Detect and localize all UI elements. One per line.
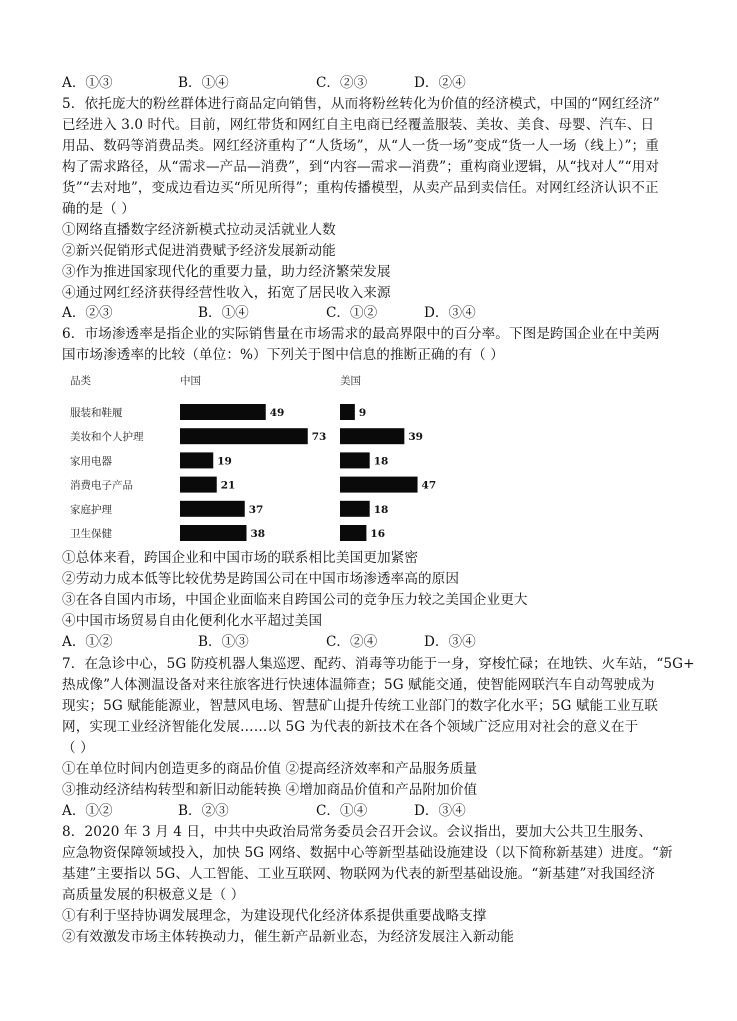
q8-stem-line: 应急物资保障领域投入，加快 5G 网络、数据中心等新型基础设施建设（以下简称新基建）进度。“新	[62, 845, 673, 861]
q4-option-a: A．①③	[62, 75, 113, 91]
data-label: 73	[311, 431, 327, 444]
bar-china	[180, 525, 247, 541]
q5-item: ③作为推进国家现代化的重要力量，助力经济繁荣发展	[62, 264, 391, 280]
q5-option-b: B．①④	[198, 305, 249, 321]
data-label: 37	[248, 503, 264, 516]
q7-item: ③推动经济结构转型和新旧动能转换 ④增加商品价值和产品附加价值	[62, 782, 478, 798]
q7-item: ①在单位时间内创造更多的商品价值 ②提高经济效率和产品服务质量	[62, 761, 478, 777]
q7-option-b: B．②③	[178, 803, 229, 819]
category-label: 消费电子产品	[70, 479, 133, 492]
q6-option-b: B．①③	[198, 634, 249, 650]
data-label: 18	[373, 455, 389, 468]
category-header: 品类	[70, 375, 91, 387]
q4-option-d: D．②④	[414, 75, 466, 91]
bar-usa	[340, 428, 404, 444]
category-label: 家庭护理	[70, 503, 112, 516]
q8-stem-line: 8．2020 年 3 月 4 日，中共中央政治局常务委员会召开会议。会议指出，要加大公共卫生服务、	[62, 824, 653, 840]
q5-option-c: C．①②	[326, 305, 378, 321]
q7-stem-line: 7．在急诊中心，5G 防疫机器人集巡逻、配药、消毒等功能于一身，穿梭忙碌；在地铁、火车站，“5G+	[62, 656, 695, 672]
q7-stem-line: （ ）	[62, 740, 94, 756]
market-penetration-bar-chart	[62, 370, 502, 545]
series-header-china: 中国	[180, 375, 201, 387]
q5-stem-line: 用品、数码等消费品类。网红经济重构了“人货场”，从“人一货一场”变成“货一人一场（线上）”；重	[62, 138, 659, 154]
q5-option-d: D．③④	[424, 305, 476, 321]
q7-option-d: D．③④	[414, 803, 466, 819]
data-label: 18	[373, 503, 389, 516]
category-label: 家用电器	[70, 455, 112, 468]
q6-item: ④中国市场贸易自由化便利化水平超过美国	[62, 613, 323, 629]
category-label: 服装和鞋履	[70, 407, 123, 419]
bar-china	[180, 452, 213, 468]
q6-stem-line: 6．市场渗透率是指企业的实际销售量在市场需求的最高界限中的百分率。下图是跨国企业在中美两	[62, 326, 660, 342]
bar-usa	[340, 501, 370, 517]
q5-stem-line: 5．依托庞大的粉丝群体进行商品定向销售，从而将粉丝转化为价值的经济模式，中国的“网红经济”	[62, 96, 660, 112]
q6-item: ①总体来看，跨国企业和中国市场的联系相比美国更加紧密	[62, 550, 419, 566]
q6-option-c: C．②④	[326, 634, 378, 650]
q6-option-a: A．①②	[62, 634, 113, 650]
q6-item: ③在各自国内市场，中国企业面临来自跨国公司的竞争压力较之美国企业更大	[62, 592, 528, 608]
data-label: 9	[358, 407, 367, 419]
q8-stem-line: 基建”主要指以 5G、人工智能、工业互联网、物联网为代表的新型基础设施。“新基建”对我国经济	[62, 866, 656, 882]
q7-option-c: C．①④	[316, 803, 368, 819]
q5-stem-line: 确的是（ ）	[62, 201, 135, 217]
q4-option-c: C．②③	[316, 75, 368, 91]
data-label: 49	[269, 407, 285, 419]
data-label: 39	[408, 431, 423, 444]
bar-china	[180, 477, 217, 493]
q7-stem-line: 现实；5G 赋能能源业，智慧风电场、智慧矿山提升传统工业部门的数字化水平；5G 赋能工业互联	[62, 698, 659, 714]
q7-stem-line: 热成像”人体测温设备对来往旅客进行快速体温筛查；5G 赋能交通，使智能网联汽车自动驾驶成为	[62, 677, 655, 693]
q4-option-b: B．①④	[178, 75, 229, 91]
q5-item: ①网络直播数字经济新模式拉动灵活就业人数	[62, 222, 336, 238]
q7-option-a: A．①②	[62, 803, 113, 819]
q5-stem-line: 构了需求路径，从“需求—产品—消费”，到“内容—需求—消费”；重构商业逻辑，从“找对人”“用对	[62, 159, 660, 175]
q8-stem-line: 高质量发展的积极意义是（ ）	[62, 887, 245, 903]
q8-item: ①有利于坚持协调发展理念，为建设现代化经济体系提供重要战略支撑	[62, 908, 487, 924]
bar-china	[180, 501, 245, 517]
bar-usa	[340, 525, 366, 541]
bar-usa	[340, 404, 355, 420]
q6-stem-line: 国市场渗透率的比较（单位：%）下列关于图中信息的推断正确的有（ ）	[62, 347, 504, 363]
q7-stem-line: 网，实现工业经济智能化发展……以 5G 为代表的新技术在各个领域广泛应用对社会的意义在于	[62, 719, 639, 735]
q5-item: ④通过网红经济获得经营性收入，拓宽了居民收入来源	[62, 285, 391, 301]
bar-china	[180, 404, 266, 420]
q5-stem-line: 已经进入 3.0 时代。目前，网红带货和网红自主电商已经覆盖服装、美妆、美食、母婴、汽车、日	[62, 117, 655, 133]
q5-item: ②新兴促销形式促进消费赋予经济发展新动能	[62, 243, 336, 259]
data-label: 21	[220, 479, 236, 492]
category-label: 美妆和个人护理	[70, 431, 144, 444]
data-label: 19	[217, 455, 232, 468]
category-label: 卫生保健	[70, 528, 112, 540]
q5-option-a: A．②③	[62, 305, 113, 321]
q6-option-d: D．③④	[424, 634, 476, 650]
q8-item: ②有效激发市场主体转换动力，催生新产品新业态，为经济发展注入新动能	[62, 929, 514, 945]
data-label: 16	[370, 528, 386, 540]
bar-usa	[340, 452, 370, 468]
data-label: 47	[421, 479, 437, 492]
bar-usa	[340, 477, 418, 493]
series-header-usa: 美国	[340, 375, 361, 387]
data-label: 38	[250, 528, 266, 540]
bar-china	[180, 428, 308, 444]
q6-item: ②劳动力成本低等比较优势是跨国公司在中国市场渗透率高的原因	[62, 571, 460, 587]
q5-stem-line: 货”“去对地”，变成边看边买“所见所得”；重构传播模型，从卖产品到卖信任。对网红经济认识不正	[62, 180, 659, 196]
